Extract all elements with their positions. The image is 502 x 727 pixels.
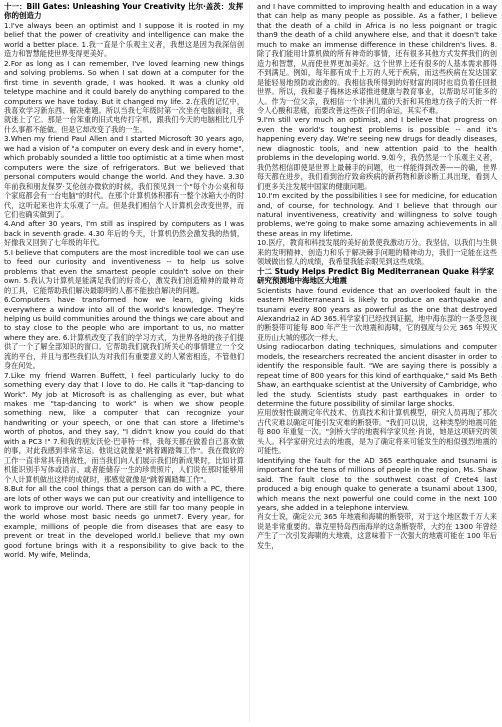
- paragraph: 9.I'm still very much an optimist, and I believe that progress on even the world's toughest problems is possible -- and it's happening every day. We're seeing new drugs for deadly diseases, new diagnostic tools, and new attention paid to the health problems in the developing world. 9.如今，我仍然是一个乐观主义者，我仍然相信即使是世界上最棘手的问题，也一样能得到改善——的确，世界每天都在进步，我们看到治疗致命疾病的新药物和新诊断工具出现，看到人们更多关注发展中国家的健康问题。: [257, 115, 497, 191]
- paragraph: 1.I've always been an optimist and I suppose it is rooted in my belief that the power of creativity and intelligence can make the world a better place. 1.我一直是个乐观主义者，我想这是因为我深信创造力和智慧能使世界变得更美好。: [4, 20, 244, 59]
- article-title-12: 十二 Study Helps Predict Big Mediterranean Quake 科学家研究预测地中海地区大地震: [257, 266, 495, 286]
- paragraph: 10.I'm excited by the possibilities I see for medicine, for education and, of course, for technology. And I believe that through our natural inventiveness, creativity and willingness to solve tough problems, we're going to make some amazing achievements in all these areas in my lifetime.: [257, 191, 497, 238]
- paragraph: 3.When my friend Paul Allen and I started Microsoft 30 years ago, we had a vision of "a computer on every desk and in every home", which probably sounded a little too optimistic at a time when most computers were the size of refrigerators. But we believed that personal computers would change the world. And they have. 3.30 年前我和朋友保罗·艾伦创办微软的时候，我们预见到一个"每个办公桌和每个家庭都会有一台电脑"的时代。在那个计算机体积都有一整个冰箱大小的时代，这听起来也许太乐观了一点。但是我们相信个人计算机会改变世界，而它们也确实做到了。: [4, 134, 244, 219]
- paragraph: 2.For as long as I can remember, I've loved learning new things and solving problems. So when I sat down at a computer for the first time in seventh grade, I was hooked. It was a clunky old teletype machine and it could barely do anything compared to the computers we have today. But it changed my life. 2.在我的记忆中，我喜欢学习新东西、解决难题。所以当我七年级时第一次坐在电脑前时，我就迷上了它。那是一台笨重的旧式电传打字机，跟我们今天的电脑相比几乎什么事都不能做。但是它却改变了我的一生。: [4, 58, 244, 134]
- left-column: [4, 2, 244, 724]
- paragraph: 肖女士说，确定公元 365 年地震和海啸的断裂带，对于这个地区数千万人来说是非常重要的。靠克里特岛西南海岸的这条断裂带，大约在 1300 年曾经产生了一次引发海啸的大地震，这意味着下一次强大的地震可能在 100 年后发生，: [257, 512, 497, 550]
- paragraph: Identifying the fault for the AD 365 earthquake and tsunami is important for the tens of millions of people in the region, Ms. Shaw said. The fault close to the southwest coast of Crete4 last produced a big enough quake to generate a tsunami about 1300, which means the next powerful one could come in the next 100 years, she added in a telephone interview.: [257, 455, 497, 513]
- paragraph: 4.And after 30 years, I'm still as inspired by computers as I was back in seventh grade. 4.30 年后的今天，计算机仍然会激发我的热情，好像我又回到了七年级的年代。: [4, 219, 244, 248]
- paragraph: 应用放射性碳测定年代技术、仿真技术和计算机模型，研究人员再现了那次古代灾难以确定可能引发灾难的断裂带。"我们可以说，这种类型的地震可能每 800 年重复一次。"剑桥大学的地震科学家贝丝·肖说，她是这项研究的领头人。科学家研究过去的地震，是为了确定将来可能发生的相似强烈地震的可能性。: [257, 408, 497, 456]
- right-column: [257, 2, 497, 724]
- paragraph: 8.But for all the cool things that a person can do with a PC, there are lots of other ways we can put our creativity and intelligence to work to improve our world. There are still far too many people in the world whose most basic needs go unmet7. Every year, for example, millions of people die from diseases that are easy to prevent or treat in the developed world.I believe that my own good fortune brings with it a responsibility to give back to the world. My wife, Melinda,: [4, 484, 244, 560]
- paragraph: 7.Like my friend Warren Buffett, I feel particularly lucky to do something every day that I love to do. He calls it "tap-dancing to Work". My job at Microsoft is as challenging as ever, but what makes me "tap-dancing to work" is when we show people something new, like a computer that can recognize your handwriting or your speech, or one that can store a lifetime's worth of photos, and they say, "I didn't know you could do that with a PC3 !" 7.和我的朋友沃伦·巴菲特一样，我每天都在做着自己喜欢做的事，对此我感到非常幸运。他说这就像是"跳着踢踏舞工作"。我在微软的工作一直非常具有挑战性，而当我们向人们展示我们的新成果时，比如计算机能识别手写体或语言，或者能储存一生的珍贵照片，人们说在那时能够用个人计算机做出这样的成就时，那感觉就像是"跳着踢踏舞工作"。: [4, 370, 244, 484]
- article-title-11: 十一：Bill Gates: Unleashing Your Creativity 比尔·盖茨：发挥你的创造力: [4, 2, 244, 21]
- paragraph: Scientists have found evidence that an overlooked fault in the eastern Mediterranean1 is likely to produce an earthquake and tsunami every 800 years as powerful as the one that destroyed Alexandria2 in AD 365.科学家们已经找到证据，地中海东部的一条受忽视的断裂带可能每 800 年产生一次地震和海啸，它的强度与公元 365 年毁灭亚历山大城的那次一样大。: [257, 285, 497, 342]
- column-divider: [249, 4, 250, 722]
- paragraph: 5.I believe that computers are the most incredible tool we can use to feed our curiosity and inventiveness -- to help us solve problems that even the smartest people couldn't solve on their own. 5.我认为计算机是能满足我们的好奇心，激发我们创造精神的最神奇的工具，它能帮助我们解决最聪明的人都不能独自解决的问题。: [4, 247, 244, 295]
- paragraph: 10.医疗，教育和科技发展的美好前景使我激动万分。我坚信，以我们与生俱来的发明精神、创造力和乐于解决棘手问题的精神动力，我们一定能在这些领域做出惊人的成绩，我希望我能亲眼见到这些成绩。: [257, 238, 497, 267]
- paragraph: Using radiocarbon dating techniques, simulations and computer models, the researchers recreated the ancient disaster in order to identify the responsible fault. "We are saying there is possibly a repeat time of 800 years for this kind of earthquake," said Ms Beth Shaw, an earthquake scientist at the University of Cambridge, who led the study. Scientists study past earthquakes in order to determine the future possibility of similar large shocks.: [257, 342, 497, 409]
- paragraph: and I have committed to improving health and education in a way that can help as many people as possible. As a father, I believe that the death of a child in Africa is no less poignant or tragic than9 the death of a child anywhere else, and that it doesn't take much to make an immense difference in these children's lives. 8.除了我们能用计算机做的所有神奇的事情，还有很多其他方式发挥我们的创造力和智慧，从而使世界更加美好。这个世界上还有很多的人基本需求都得不到满足。例如，每年都有成千上万的人死于疾病，而这些疾病在发达国家是能轻易地预防或治愈的。我相信我所得到的好财富的同时也肩负着任回报世界。所以，我和妻子梅林达承诺推进健康与教育事业，以帮助尽可能多的人。作为一位父亲，我相信一个非洲儿童的夭折和其他地方孩子的夭折一样令人心酸和悲痛，而要改善这些孩子们的命运，其实不难。: [257, 2, 497, 115]
- paragraph: 6.Computers have transformed how we learn, giving kids everywhere a window into all of the world's knowledge. They're helping us build communities around the things we care about and to stay close to the people who are important to us, no matter where they are. 6.计算机改变了我们的学习方式，为世界各地的孩子们提供了一个了解全部知识的窗口。它帮助我们就我们所关心的事情建立一个交流的平台，并且与那些我们认为对我们有重要意义的人紧密相连，不管他们身在何处。: [4, 295, 244, 371]
